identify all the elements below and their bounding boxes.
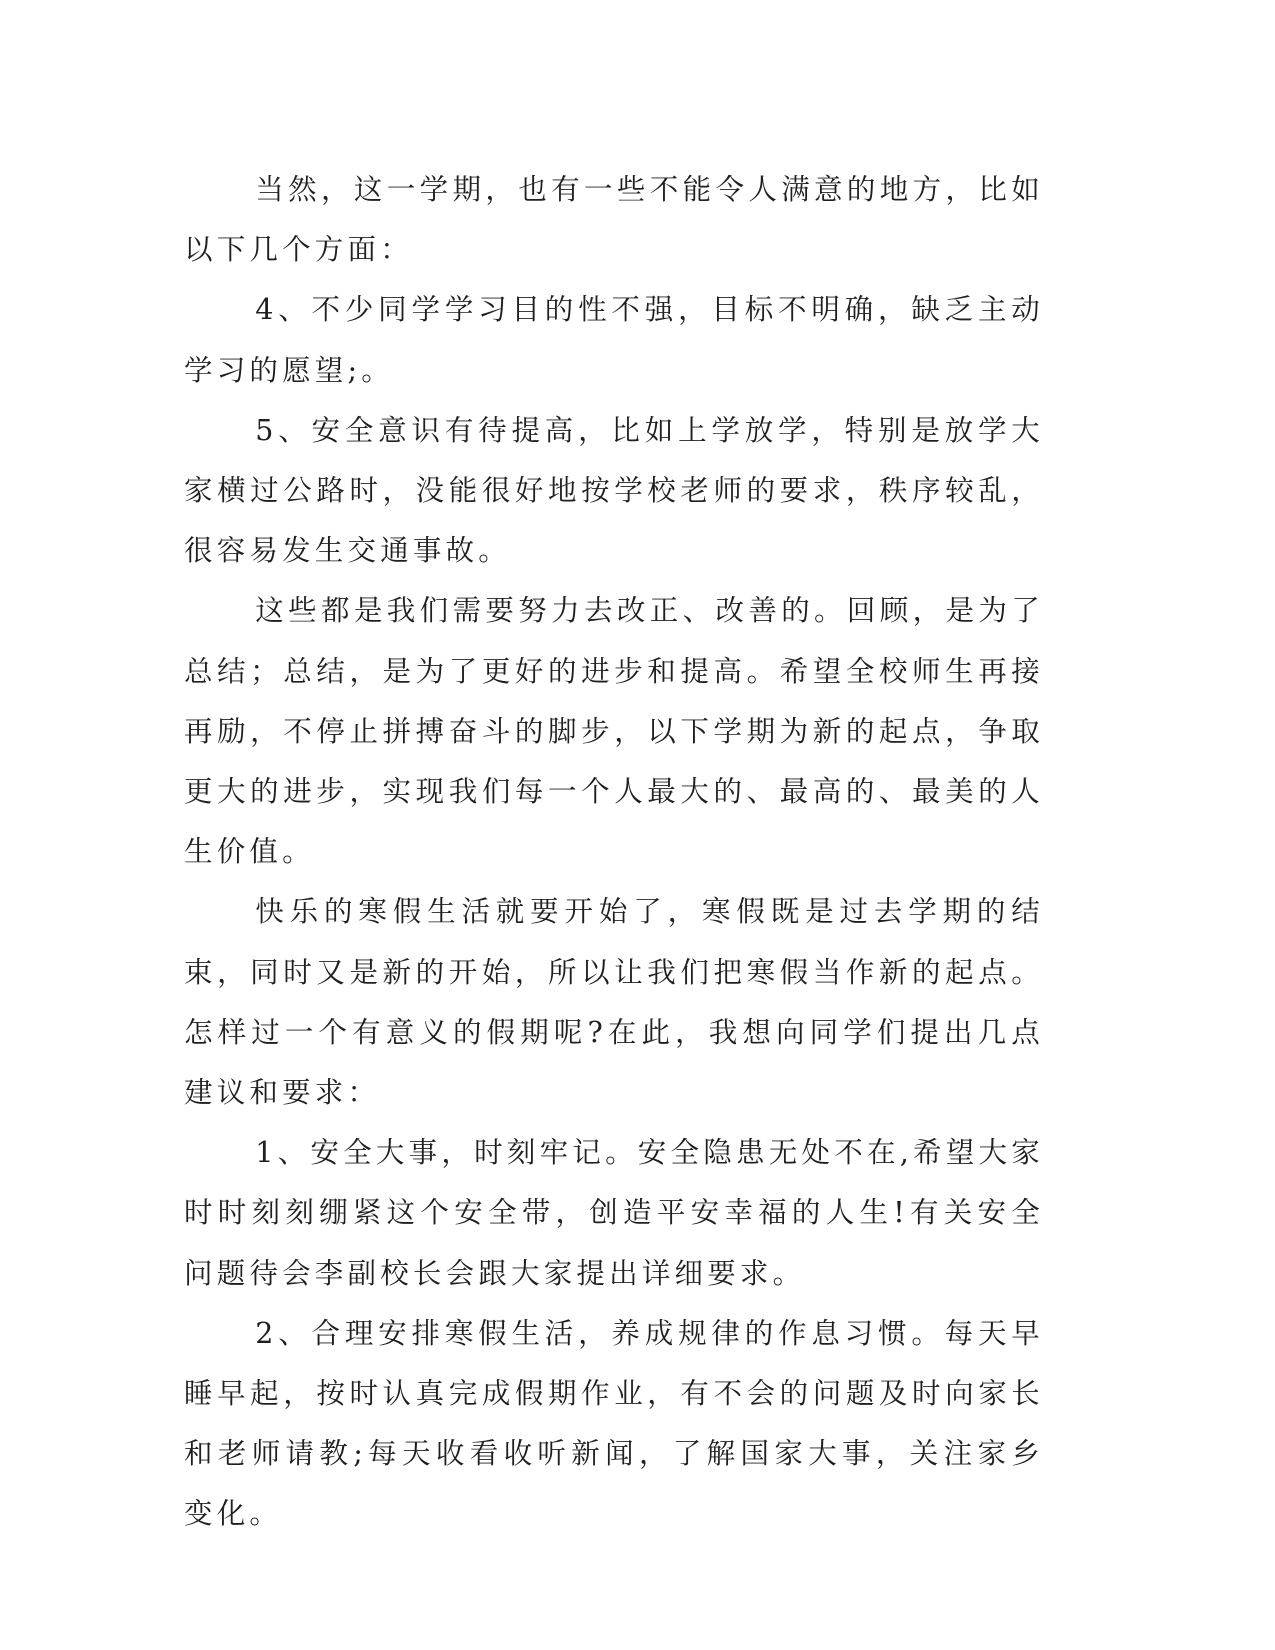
paragraph-winter-vacation-intro: 快乐的寒假生活就要开始了，寒假既是过去学期的结束，同时又是新的开始，所以让我们把寒假当作新的起点。怎样过一个有意义的假期呢?在此，我想向同学们提出几点建议和要求： [184, 895, 1044, 1110]
paragraph-item-5: 5、安全意识有待提高，比如上学放学，特别是放学大家横过公路时，没能很好地按学校老师的要求，秩序较乱，很容易发生交通事故。 [184, 413, 1044, 568]
paragraph-review-summary: 这些都是我们需要努力去改正、改善的。回顾，是为了总结；总结，是为了更好的进步和提高。希望全校师生再接再励，不停止拼搏奋斗的脚步，以下学期为新的起点，争取更大的进步，实现我们每一个人最大的、最高的、最美的人生价值。 [184, 594, 1044, 869]
paragraph-suggestion-1: 1、安全大事，时刻牢记。安全隐患无处不在,希望大家时时刻刻绷紧这个安全带，创造平安幸福的人生!有关安全问题待会李副校长会跟大家提出详细要求。 [184, 1136, 1044, 1290]
document-body [184, 160, 1044, 1545]
paragraph-item-4: 4、不少同学学习目的性不强，目标不明确，缺乏主动学习的愿望;。 [184, 293, 1044, 387]
paragraph-intro-shortcomings: 当然，这一学期，也有一些不能令人满意的地方，比如以下几个方面： [184, 173, 1044, 267]
paragraph-suggestion-2: 2、合理安排寒假生活，养成规律的作息习惯。每天早睡早起，按时认真完成假期作业，有不会的问题及时向家长和老师请教;每天收看收听新闻，了解国家大事，关注家乡变化。 [184, 1316, 1044, 1531]
